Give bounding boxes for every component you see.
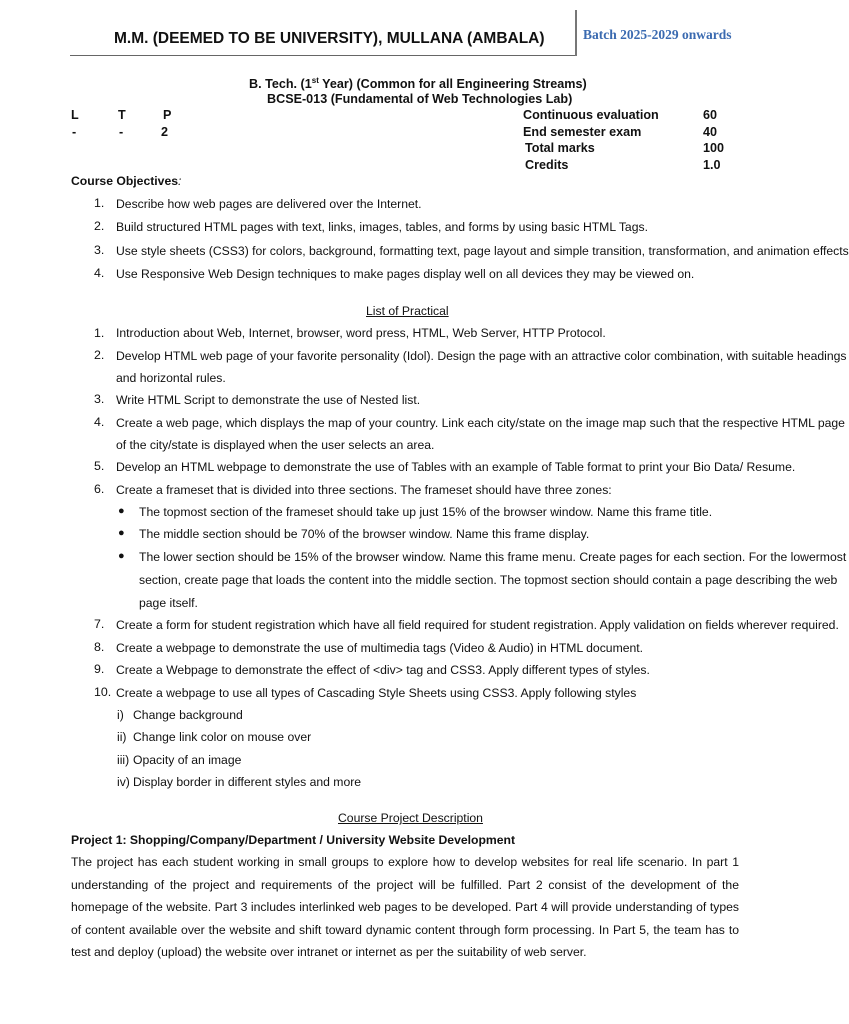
ltp-value-l: - [72,125,77,139]
eval-value: 100 [703,141,725,155]
ltp-header-l: L [71,108,79,122]
practical-text: of the city/state is displayed when the user selects an area. [116,438,435,452]
frameset-bullet-text: page itself. [139,596,198,610]
style-text: Change background [133,708,243,722]
ltp-header-t: T [118,108,126,122]
batch-label: Batch 2025-2029 onwards [583,27,732,42]
ltp-header-p: P [163,108,172,122]
style-number: iii) [117,753,130,767]
practical-number: 9. [94,662,105,676]
practical-number: 3. [94,392,105,406]
header-rule [70,55,576,56]
objectives-heading [71,174,181,188]
practical-number: 7. [94,617,105,631]
programme-pre: B. Tech. (1 [249,77,312,92]
header-divider [575,10,577,56]
practical-number: 4. [94,415,105,429]
practical-text: Develop HTML web page of your favorite personality (Idol). Design the page with an attractive color combination, with suitable headings [116,349,847,363]
practical-text: Develop an HTML webpage to demonstrate the use of Tables with an example of Table format to print your Bio Data/ Resume. [116,460,796,474]
style-number: iv) [117,775,130,789]
practical-text: Create a Webpage to demonstrate the effect of <div> tag and CSS3. Apply different types of styles. [116,663,650,677]
objective-text: Describe how web pages are delivered over the Internet. [116,197,422,211]
style-number: i) [117,708,124,722]
programme-post: Year) (Common for all Engineering Streams) [318,77,587,92]
objective-number: 3. [94,243,105,257]
eval-value: 60 [703,108,718,122]
practical-number: 5. [94,459,105,473]
practical-number: 8. [94,640,105,654]
style-text: Change link color on mouse over [133,730,312,744]
style-text: Opacity of an image [133,753,242,767]
frameset-bullet-text: The middle section should be 70% of the browser window. Name this frame display. [139,527,590,541]
eval-label: Continuous evaluation [523,108,659,122]
practical-text: Create a frameset that is divided into three sections. The frameset should have three zones: [116,483,612,497]
practicals-heading: List of Practical [366,304,449,318]
objective-text: Use style sheets (CSS3) for colors, background, formatting text, page layout and simple transition, transformation, and animation effects [116,244,849,258]
eval-label: Credits [525,158,569,172]
eval-label: Total marks [525,141,595,155]
practical-number: 10. [94,685,112,699]
practical-text: Create a webpage to use all types of Cascading Style Sheets using CSS3. Apply following styles [116,686,637,700]
practical-text: Create a webpage to demonstrate the use of multimedia tags (Video & Audio) in HTML document. [116,641,644,655]
practical-number: 1. [94,326,105,340]
bullet-icon: ● [118,505,125,517]
frameset-bullet-text: section, create page that loads the content into the middle section. The topmost section should contain a page describing the web [139,573,838,587]
bullet-icon: ● [118,550,125,562]
style-number: ii) [117,730,127,744]
objective-number: 2. [94,219,105,233]
ltp-value-p: 2 [161,125,169,139]
project-description: The project has each student working in small groups to explore how to develop websites for real life scenario. In part 1 understanding of the project and requirements of the project will be fulfilled. Part 2 consist of the development of the homepage of the website. Part 3 includes interlinked web pages to be developed. Part 4 will provide understanding of types of content available over the website and shift toward dynamic content through form processing. In Part 5, the team has to test and deploy (upload) the website over intranet or internet as per the suitability of web server. [71,855,739,959]
ltp-value-t: - [119,125,124,139]
practical-text: Write HTML Script to demonstrate the use of Nested list. [116,393,421,407]
programme-title [249,76,587,91]
practical-text: and horizontal rules. [116,371,226,385]
objective-number: 4. [94,266,105,280]
style-text: Display border in different styles and more [133,775,362,789]
eval-label: End semester exam [523,125,642,139]
objectives-heading-colon: : [178,174,182,188]
bullet-icon: ● [118,527,125,539]
course-code-title: BCSE-013 (Fundamental of Web Technologies Lab) [267,92,573,106]
objectives-heading-text: Course Objectives [71,174,179,188]
practical-number: 6. [94,482,105,496]
eval-value: 1.0 [703,158,721,172]
eval-value: 40 [703,125,718,139]
project-title: Project 1: Shopping/Company/Department / University Website Development [71,833,516,847]
practical-number: 2. [94,348,105,362]
programme-sup: st [311,76,319,85]
frameset-bullet-text: The topmost section of the frameset should take up just 15% of the browser window. Name this frame title. [139,505,713,519]
frameset-bullet-text: The lower section should be 15% of the browser window. Name this frame menu. Create pages for each section. For the lowermost [139,550,847,564]
objective-text: Use Responsive Web Design techniques to make pages display well on all devices they may be viewed on. [116,267,695,281]
university-title: M.M. (DEEMED TO BE UNIVERSITY), MULLANA (AMBALA) [114,30,545,47]
objective-text: Build structured HTML pages with text, links, images, tables, and forms by using basic HTML Tags. [116,220,648,234]
objective-number: 1. [94,196,105,210]
practical-text: Create a web page, which displays the map of your country. Link each city/state on the image map such that the respective HTML page [116,416,845,430]
practical-text: Create a form for student registration which have all field required for student registration. Apply validation on fields wherever required. [116,618,839,632]
practical-text: Introduction about Web, Internet, browser, word press, HTML, Web Server, HTTP Protocol. [116,326,606,340]
project-heading: Course Project Description [338,811,483,825]
